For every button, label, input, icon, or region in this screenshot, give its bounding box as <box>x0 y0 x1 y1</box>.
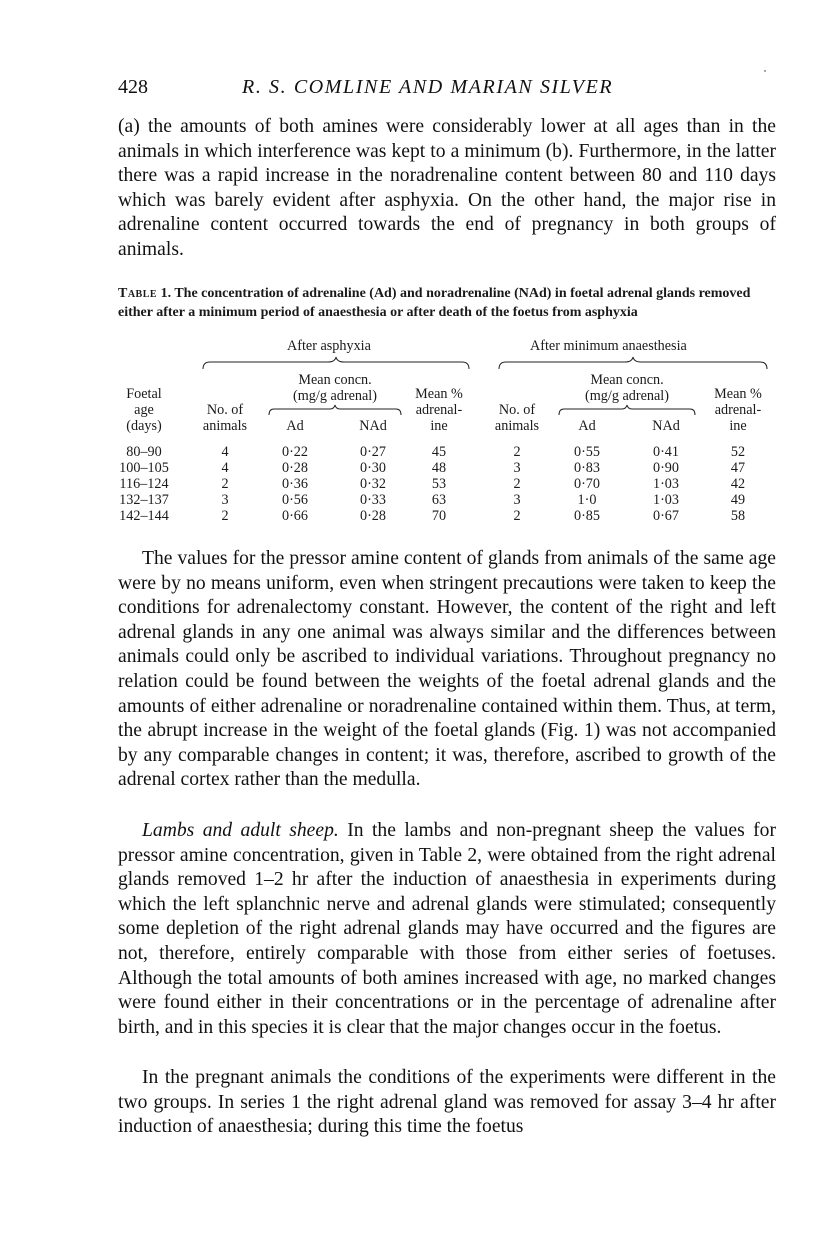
col-header-nad-1: NAd <box>359 418 387 434</box>
table-row <box>118 476 778 492</box>
col-header-num-2: animals <box>202 418 248 434</box>
cell-ad-asphyxia: 0·56 <box>281 492 308 508</box>
cell-age: 116–124 <box>119 476 169 492</box>
running-title: R. S. COMLINE AND MARIAN SILVER <box>242 76 614 98</box>
table-row <box>118 508 778 524</box>
cell-nad-asphyxia: 0·33 <box>359 492 386 508</box>
col-header-ad-1: Ad <box>286 418 304 434</box>
cell-pct-asphyxia: 63 <box>431 492 447 508</box>
col-header-num-3: No. of <box>498 402 536 418</box>
cell-num-asphyxia: 4 <box>221 444 229 460</box>
paragraph-3-text: In the lambs and non-pregnant sheep the values for pressor amine concentration, given in Table 2, were obtained from the right adrenal glands removed 1–2 hr after the induction of anaesthesia in experiments during which the left splanchnic nerve and adrenal glands were stimulated; consequently some depletion of the right adrenal glands may have occurred and the figures are not, therefore, entirely comparable with those from either series of foetuses. Although the total amounts of both amines increased with age, no marked changes were found either in their concentrations or in the percentage of adrenaline after birth, and in this species it is clear that the major changes occur in the foetus. <box>118 820 776 1038</box>
col-header-mean-4: (mg/g adrenal) <box>585 388 669 404</box>
cell-pct-anaesthesia: 47 <box>730 460 746 476</box>
cell-ad-anaesthesia: 0·70 <box>573 476 600 492</box>
data-table <box>118 338 778 528</box>
col-header-pct-1c: ine <box>430 418 448 434</box>
cell-num-anaesthesia: 3 <box>513 492 521 508</box>
cell-num-anaesthesia: 2 <box>513 476 521 492</box>
page-number: 428 <box>118 76 148 98</box>
table-caption <box>118 284 778 322</box>
col-header-ad-2: Ad <box>578 418 596 434</box>
col-header-age-2: age <box>134 402 154 418</box>
group-header-asphyxia: After asphyxia <box>287 338 371 354</box>
col-header-pct-2a: Mean % <box>714 386 762 402</box>
table-label: Table <box>118 286 158 301</box>
table-row <box>118 444 778 460</box>
cell-nad-anaesthesia: 0·41 <box>652 444 679 460</box>
cell-pct-asphyxia: 70 <box>431 508 447 524</box>
cell-ad-anaesthesia: 0·85 <box>573 508 600 524</box>
cell-num-anaesthesia: 2 <box>513 444 521 460</box>
col-header-age-3: (days) <box>126 418 162 434</box>
cell-age: 100–105 <box>119 460 169 476</box>
cell-age: 80–90 <box>126 444 162 460</box>
cell-num-anaesthesia: 3 <box>513 460 521 476</box>
col-header-pct-2c: ine <box>729 418 747 434</box>
table-row <box>118 460 778 476</box>
mean-brace-1 <box>268 404 402 416</box>
cell-pct-anaesthesia: 58 <box>730 508 746 524</box>
cell-nad-asphyxia: 0·32 <box>359 476 386 492</box>
table-row <box>118 492 778 508</box>
cell-pct-asphyxia: 48 <box>431 460 447 476</box>
cell-ad-asphyxia: 0·22 <box>281 444 308 460</box>
col-header-mean-1: Mean concn. <box>298 372 372 388</box>
section-run-in-heading: Lambs and adult sheep. <box>142 820 339 841</box>
scan-speck <box>764 70 766 72</box>
paragraph-4: In the pregnant animals the conditions of the experiments were different in the two groups. In series 1 the right adrenal gland was removed for assay 3–4 hr after induction of anaesthesia; during this time the foetus <box>118 1067 776 1138</box>
cell-nad-anaesthesia: 0·67 <box>652 508 679 524</box>
col-header-mean-3: Mean concn. <box>590 372 664 388</box>
cell-num-anaesthesia: 2 <box>513 508 521 524</box>
cell-nad-anaesthesia: 0·90 <box>652 460 679 476</box>
col-header-num-1: No. of <box>206 402 244 418</box>
cell-ad-anaesthesia: 0·55 <box>573 444 600 460</box>
cell-age: 132–137 <box>119 492 169 508</box>
paragraph-1: (a) the amounts of both amines were considerably lower at all ages than in the animals in which interference was kept to a minimum (b). Furthermore, in the latter there was a rapid increase in the noradrenaline content between 80 and 110 days which was barely evident after asphyxia. On the other hand, the major rise in adrenaline content occurred towards the end of pregnancy in both groups of animals. <box>118 116 776 260</box>
cell-nad-asphyxia: 0·30 <box>359 460 386 476</box>
cell-num-asphyxia: 4 <box>221 460 229 476</box>
cell-pct-anaesthesia: 42 <box>730 476 746 492</box>
page-header <box>118 76 776 104</box>
col-header-num-4: animals <box>494 418 540 434</box>
cell-pct-asphyxia: 53 <box>431 476 447 492</box>
cell-num-asphyxia: 3 <box>221 492 229 508</box>
cell-num-asphyxia: 2 <box>221 508 229 524</box>
col-header-pct-2b: adrenal- <box>714 402 762 418</box>
cell-ad-anaesthesia: 1·0 <box>577 492 597 508</box>
cell-age: 142–144 <box>119 508 169 524</box>
cell-nad-asphyxia: 0·27 <box>359 444 386 460</box>
cell-pct-asphyxia: 45 <box>431 444 447 460</box>
paragraph-2: The values for the pressor amine content of glands from animals of the same age were by no means uniform, even when stringent precautions were taken to keep the conditions for adrenalectomy constant. However, the content of the right and left adrenal glands in any one animal was always similar and the differences between animals could only be ascribed to individual variations. Throughout pregnancy no relation could be found between the weights of the foetal adrenal glands and the amounts of either adrenaline or noradrenaline contained within them. Thus, at term, the abrupt increase in the weight of the foetal glands (Fig. 1) was not accompanied by any comparable changes in content; it was, therefore, ascribed to growth of the adrenal cortex rather than the medulla. <box>118 548 776 791</box>
cell-pct-anaesthesia: 49 <box>730 492 746 508</box>
cell-ad-asphyxia: 0·66 <box>281 508 308 524</box>
group-brace-anaesthesia <box>498 356 768 370</box>
col-header-age-1: Foetal <box>126 386 162 402</box>
paragraph-3 <box>118 819 776 1040</box>
cell-ad-anaesthesia: 0·83 <box>573 460 600 476</box>
table-body <box>118 444 778 528</box>
group-brace-asphyxia <box>202 356 470 370</box>
cell-num-asphyxia: 2 <box>221 476 229 492</box>
cell-pct-anaesthesia: 52 <box>730 444 746 460</box>
cell-ad-asphyxia: 0·28 <box>281 460 308 476</box>
group-header-anaesthesia: After minimum anaesthesia <box>530 338 687 354</box>
table-caption-text: 1. The concentration of adrenaline (Ad) and noradrenaline (NAd) in foetal adrenal glands removed either after a minimum period of anaesthesia or after death of the foetus from asphyxia <box>118 286 751 320</box>
col-header-pct-1a: Mean % <box>415 386 463 402</box>
cell-nad-anaesthesia: 1·03 <box>652 492 679 508</box>
cell-nad-anaesthesia: 1·03 <box>652 476 679 492</box>
col-header-mean-2: (mg/g adrenal) <box>293 388 377 404</box>
cell-ad-asphyxia: 0·36 <box>281 476 308 492</box>
col-header-pct-1b: adrenal- <box>415 402 463 418</box>
cell-nad-asphyxia: 0·28 <box>359 508 386 524</box>
mean-brace-2 <box>558 404 696 416</box>
col-header-nad-2: NAd <box>652 418 680 434</box>
